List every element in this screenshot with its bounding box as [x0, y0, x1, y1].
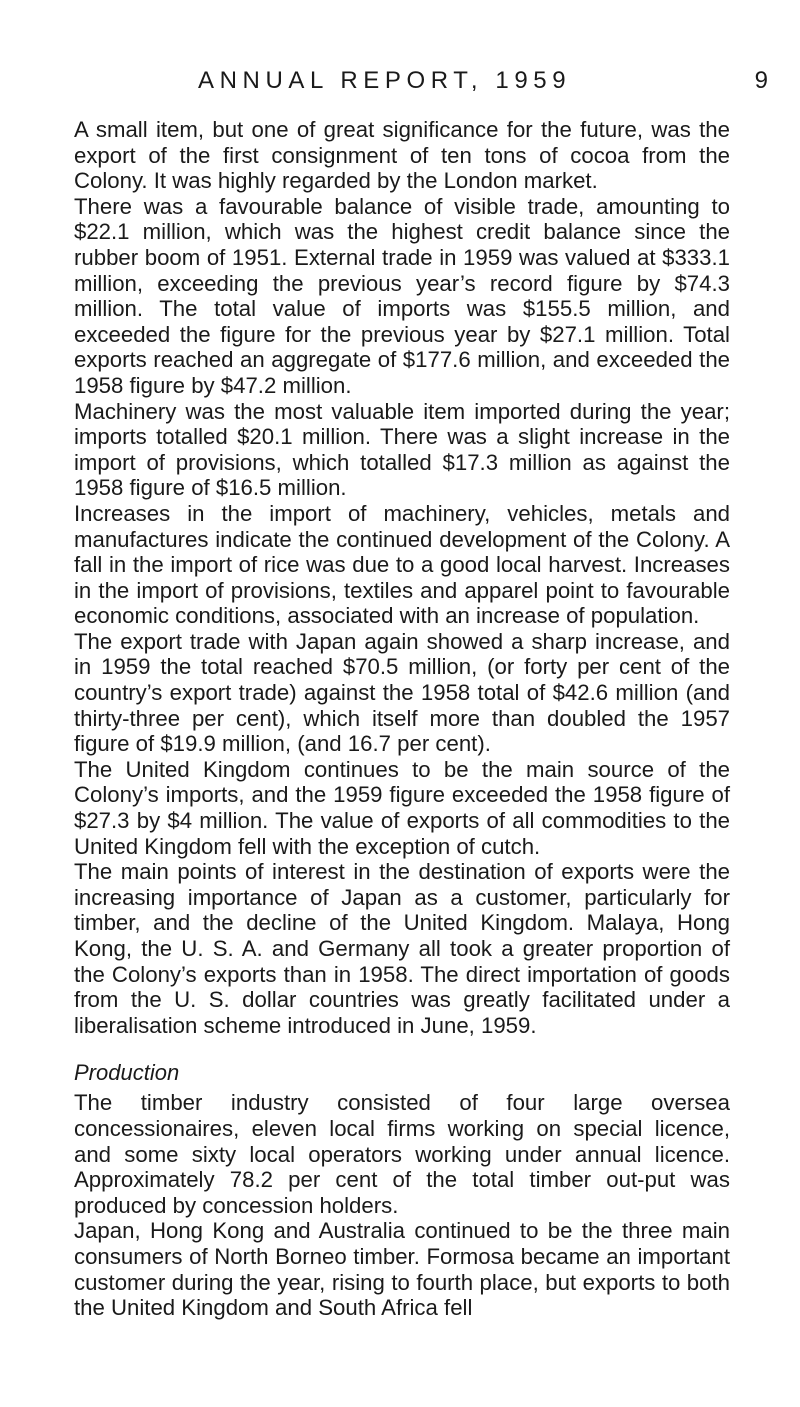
paragraph-timber-consumers: Japan, Hong Kong and Australia continued to be the three main consumers of North Borneo timber. Formosa became an important customer during the year, rising to fourth place, but exports to both the United Kingdom and South Africa fell [74, 1218, 730, 1321]
body-text [74, 117, 730, 1321]
paragraph-machinery-imports: Machinery was the most valuable item imported during the year; imports totalled $20.1 million. There was a slight increase in the import of provisions, which totalled $17.3 million as against the 1958 figure of $16.5 million. [74, 398, 730, 501]
paragraph-trade-balance: There was a favourable balance of visible trade, amounting to $22.1 million, which was the highest credit balance since the rubber boom of 1951. External trade in 1959 was valued at $333.1 million, exceeding the previous year’s record figure by $74.3 million. The total value of imports was $155.5 million, and exceeded the figure for the previous year by $27.1 million. Total exports reached an aggregate of $177.6 million, and exceeded the 1958 figure by $47.2 million. [74, 193, 730, 398]
paragraph-japan-exports: The export trade with Japan again showed a sharp increase, and in 1959 the total reached $70.5 million, (or forty per cent of the country’s export trade) against the 1958 total of $42.6 million (and thirty-three per cent), which itself more than doubled the 1957 figure of $19.9 million, (and 16.7 per cent). [74, 628, 730, 757]
running-head [198, 66, 768, 96]
running-title: ANNUAL REPORT, 1959 [198, 67, 572, 94]
paragraph-import-increases: Increases in the import of machinery, vehicles, metals and manufactures indicate the continued development of the Colony. A fall in the import of rice was due to a good local harvest. Increases in the import of provisions, textiles and apparel point to favourable economic conditions, associated with an increase of population. [74, 500, 730, 629]
page-number: 9 [754, 67, 768, 94]
section-heading-production: Production [74, 1060, 180, 1086]
paragraph-cocoa-export: A small item, but one of great significance for the future, was the export of the first consignment of ten tons of cocoa from the Colony. It was highly regarded by the London market. [74, 117, 730, 194]
paragraph-timber-industry: The timber industry consisted of four large oversea concessionaires, eleven local firms working on special licence, and some sixty local operators working under annual licence. Approximately 78.2 per cent of the total timber out-put was produced by concession holders. [74, 1090, 730, 1218]
paragraph-export-destinations: The main points of interest in the destination of exports were the increasing importance of Japan as a customer, particularly for timber, and the decline of the United Kingdom. Malaya, Hong Kong, the U. S. A. and Germany all took a greater proportion of the Colony’s exports than in 1958. The direct importation of goods from the U. S. dollar countries was greatly facilitated under a liberalisation scheme introduced in June, 1959. [74, 859, 730, 1038]
paragraph-uk-imports: The United Kingdom continues to be the main source of the Colony’s imports, and the 1959 figure exceeded the 1958 figure of $27.3 by $4 million. The value of exports of all commodities to the United Kingdom fell with the exception of cutch. [74, 756, 730, 859]
